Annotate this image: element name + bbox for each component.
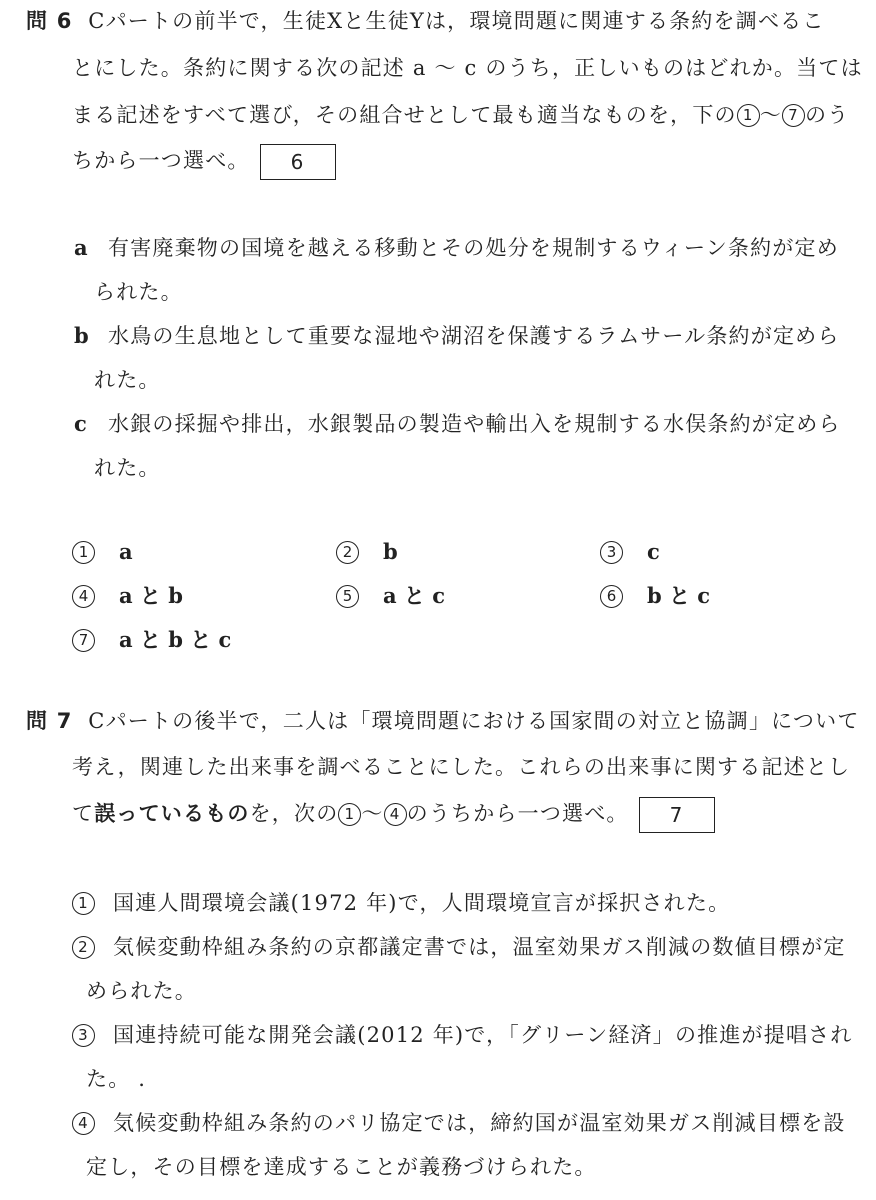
choice-number-icon: 1 — [72, 541, 95, 564]
choice-number-icon: 7 — [72, 629, 95, 652]
choice-text: b — [383, 539, 398, 564]
choice-number-icon: 4 — [384, 803, 407, 826]
choice-number-icon: 2 — [336, 541, 359, 564]
choice-number-icon: 4 — [72, 585, 95, 608]
statement-a — [74, 233, 839, 263]
choice-6[interactable] — [600, 581, 710, 611]
choice-2[interactable] — [336, 537, 398, 567]
answer-box-7[interactable]: 7 — [639, 797, 715, 833]
q6-line-4-text: ちから一つ選べ。 — [72, 148, 250, 173]
choice-number-icon: 6 — [600, 585, 623, 608]
q7-option-3-cont: た。 . — [86, 1067, 147, 1091]
choice-text: a と b と c — [119, 627, 232, 652]
choice-5[interactable] — [336, 581, 445, 611]
choice-number-icon: 3 — [72, 1024, 95, 1047]
range-tilde: ～ — [759, 103, 782, 127]
q7-line-2: 考え，関連した出来事を調べることにした。これらの出来事に関する記述とし — [72, 755, 851, 779]
q7-option-1[interactable] — [72, 888, 730, 918]
q7-line-3-pre: て — [72, 801, 95, 826]
statement-text: 有害廃棄物の国境を越える移動とその処分を規制するウィーン条約が定め — [108, 236, 839, 260]
option-text: 気候変動枠組み条約の京都議定書では，温室効果ガス削減の数値目標が定 — [113, 935, 846, 959]
range-tilde: ～ — [361, 801, 384, 826]
choice-number-icon: 7 — [782, 104, 805, 127]
choice-text: b と c — [647, 583, 711, 608]
q7-option-2-cont: められた。 — [86, 979, 197, 1003]
statement-letter: b — [74, 323, 90, 348]
choice-3[interactable] — [600, 537, 660, 567]
q7-line-3-tail: のうちから一つ選べ。 — [406, 801, 629, 826]
q7-emphasis: 誤っているもの — [94, 801, 250, 826]
choice-number-icon: 2 — [72, 936, 95, 959]
q6-line-4 — [72, 144, 336, 180]
statement-letter: a — [74, 235, 89, 260]
q7-line-3 — [72, 797, 715, 833]
statement-letter: c — [74, 411, 88, 436]
q7-line-1 — [26, 706, 860, 736]
statement-b-cont: れた。 — [94, 368, 161, 392]
statement-text: 水鳥の生息地として重要な湿地や湖沼を保護するラムサール条約が定めら — [108, 324, 840, 348]
q7-line-1-text: Cパートの後半で，二人は「環境問題における国家間の対立と協調」について — [88, 709, 860, 733]
choice-text: a と c — [383, 583, 446, 608]
choice-text: c — [647, 539, 660, 564]
q7-option-4[interactable] — [72, 1108, 846, 1138]
choice-number-icon: 3 — [600, 541, 623, 564]
q6-line-3 — [72, 100, 849, 130]
q7-option-3[interactable] — [72, 1020, 853, 1050]
q6-line-1-text: Cパートの前半で，生徒Xと生徒Yは，環境問題に関連する条約を調べるこ — [88, 9, 825, 33]
q6-line-1 — [26, 6, 825, 36]
statement-text: 水銀の採掘や排出，水銀製品の製造や輸出入を規制する水俣条約が定めら — [108, 412, 841, 436]
choice-number-icon: 1 — [737, 104, 760, 127]
q7-label: 問 7 — [26, 709, 73, 733]
choice-number-icon: 1 — [72, 892, 95, 915]
choice-number-icon: 1 — [338, 803, 361, 826]
choice-number-icon: 5 — [336, 585, 359, 608]
q7-option-4-cont: 定し，その目標を達成することが義務づけられた。 — [86, 1155, 597, 1179]
q6-line-2: とにした。条約に関する次の記述 a ～ c のうち，正しいものはどれか。当ては — [72, 56, 863, 80]
q6-label: 問 6 — [26, 9, 73, 33]
statement-c — [74, 409, 841, 439]
choice-1[interactable] — [72, 537, 133, 567]
statement-c-cont: れた。 — [94, 456, 161, 480]
choice-number-icon: 4 — [72, 1112, 95, 1135]
option-text: 国連持続可能な開発会議(2012 年)で，「グリーン経済」の推進が提唱され — [113, 1023, 853, 1047]
answer-box-6[interactable]: 6 — [260, 144, 336, 180]
statement-a-cont: られた。 — [94, 280, 183, 304]
option-text: 気候変動枠組み条約のパリ協定では，締約国が温室効果ガス削減目標を設 — [113, 1111, 846, 1135]
q6-line-3-tail: のう — [804, 103, 850, 127]
q7-line-3-mid: を，次の — [249, 801, 339, 826]
choice-7[interactable] — [72, 625, 231, 655]
q6-line-3-text: まる記述をすべて選び，その組合せとして最も適当なものを，下の — [72, 103, 737, 127]
q7-option-2[interactable] — [72, 932, 846, 962]
option-text: 国連人間環境会議(1972 年)で，人間環境宣言が採択された。 — [113, 891, 731, 915]
choice-text: a と b — [119, 583, 183, 608]
choice-4[interactable] — [72, 581, 183, 611]
statement-b — [74, 321, 840, 351]
choice-text: a — [119, 539, 133, 564]
